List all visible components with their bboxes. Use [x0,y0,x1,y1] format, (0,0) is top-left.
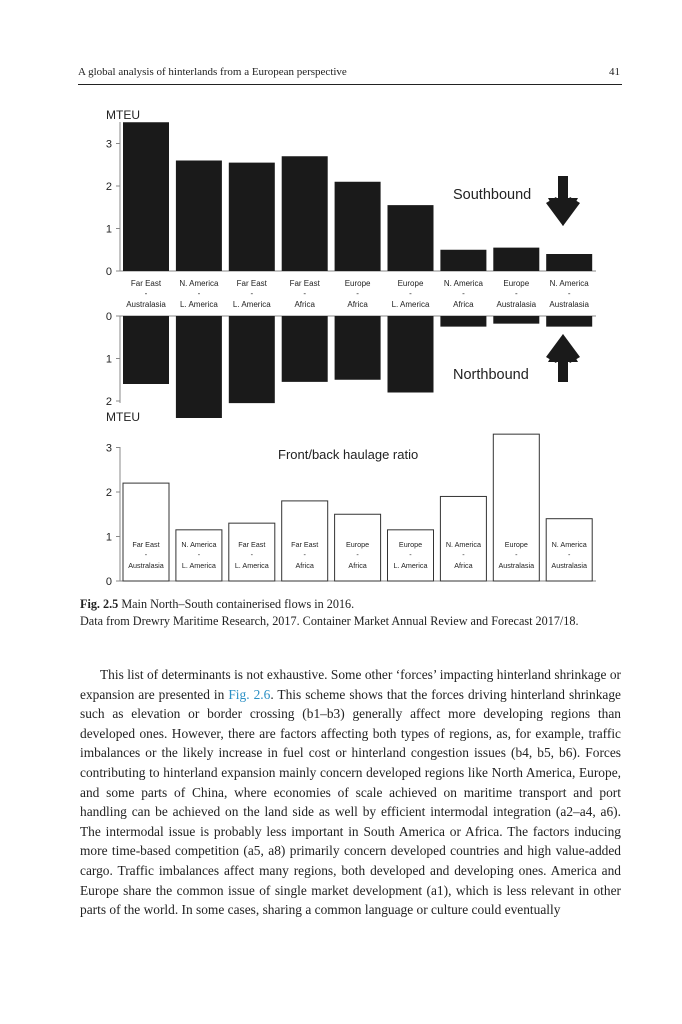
ratio-bar-label: - [567,550,571,559]
southbound-bar [388,205,434,271]
ratio-bar-label: - [303,550,306,559]
northbound-bar [229,316,275,403]
south-tick-label: 3 [105,138,112,151]
southbound-bar [493,248,539,271]
ratio-bar-label: Far East [291,540,319,549]
page-number: 41 [609,66,620,78]
ratio-tick-label: 1 [105,531,112,544]
category-label: L. America [232,300,271,309]
south-ylabel: MTEU [106,108,140,122]
northbound-bar [282,316,328,382]
category-label: N. America [443,279,483,288]
category-label: Australasia [496,300,537,309]
northbound-bar [546,316,592,327]
north-tick-label: 1 [105,353,112,366]
ratio-bar-label: Africa [295,561,314,570]
northbound-bar [493,316,539,324]
category-label: N. America [179,279,219,288]
ratio-bar-label: N. America [551,540,587,549]
north-ylabel: MTEU [106,410,140,424]
figure-2-6-link[interactable]: Fig. 2.6 [228,686,271,702]
caption-title: Main North–South containerised flows in 2016. [121,597,355,611]
ratio-bar-label: Europe [504,540,528,549]
category-label: - [303,289,307,298]
ratio-bar-label: L. America [393,561,428,570]
ratio-bar-label: Africa [348,561,367,570]
body-text-part-2: . This scheme shows that the forces driving hinterland shrinkage such as elevation or border crossing (b1–b3) generally affect more developing regions than developed ones. However, there are factors affecting both types of regions, as, for example, traffic imbalances or the likely increase in fuel cost or hinterland congestion issues (b4, b5, b6). Forces contributing to hinterland expansion mainly concern developed regions like North America, Europe, and some parts of China, where economies of scale achieved on maritime transport and port handling can be achieved on the land side as well by efficient intermodal integration (a2–a4, a6). The intermodal issue is probably less important in South America or Africa. The factors inducing more time-based competition (a5, a8) primarily concern developed countries and high value-added cargo. Traffic imbalances affect many regions, both developed and developing ones. America and Europe share the common issue of single market development (a1), which is less relevant in other parts of the world. In some cases, sharing a common language or culture could eventually [80,686,622,918]
category-label: Europe [397,279,424,288]
southbound-bar [440,250,486,271]
northbound-label: Northbound [453,367,529,383]
northbound-bar [176,316,222,418]
category-label: - [409,289,412,298]
ratio-tick-label: 2 [105,487,112,499]
category-label: L. America [391,300,430,309]
category-label: Australasia [549,300,589,309]
category-label: - [144,289,148,298]
category-label: Australasia [126,300,166,309]
ratio-bar-label: - [197,550,201,559]
running-title: A global analysis of hinterlands from a European perspective [78,66,347,78]
ratio-bar-label: - [409,550,412,559]
north-tick-label: 0 [105,311,112,323]
south-tick-label: 1 [105,223,112,236]
north-tick-label: 2 [105,396,112,408]
southbound-bar [123,122,169,271]
ratio-y-ticks [106,443,120,589]
southbound-label: Southbound [453,187,532,203]
ratio-bar-label: L. America [181,561,216,570]
ratio-bar-label: Australasia [128,561,164,570]
category-label: Africa [294,300,315,309]
category-label: - [567,289,571,298]
category-label: Europe [503,279,530,288]
ratio-bar-label: - [144,550,148,559]
arrow-down-icon [546,176,580,226]
ratio-tick-label: 0 [105,576,112,588]
south-y-ticks [106,139,120,279]
category-label: Far East [130,279,162,288]
category-label: - [356,289,359,298]
body-paragraph [80,665,621,920]
ratio-bar-label: Australasia [551,561,587,570]
ratio-bar-label: Australasia [498,561,535,570]
category-label: N. America [549,279,589,288]
caption-line [80,596,625,613]
category-label: - [514,289,518,298]
category-label: - [250,289,254,298]
ratio-bar-label: - [356,550,359,559]
category-label: Far East [236,279,267,288]
category-labels [126,279,589,309]
northbound-bar [123,316,169,384]
caption-label: Fig. 2.5 [80,597,119,611]
north-y-ticks [106,311,120,408]
ratio-bar-label: Europe [398,540,423,549]
ratio-bar-label: Africa [454,561,473,570]
northbound-bar [440,316,486,327]
category-label: - [462,289,465,298]
category-label: Africa [347,300,368,309]
arrow-up-icon [546,334,580,382]
ratio-bar-label: Europe [346,540,370,549]
body-text-part-1: This list of determinants is not exhaustive. Some other ‘forces’ impacting hinterland shrinkage or expansion are presented in [80,667,621,702]
ratio-bar-label: Far East [132,540,160,549]
south-tick-label: 0 [105,266,112,278]
caption-source: Data from Drewry Maritime Research, 2017. Container Market Annual Review and Forecast 2017/18. [80,614,579,628]
ratio-tick-label: 3 [105,442,112,455]
category-label: Africa [453,300,474,309]
ratio-bar-label: N. America [181,540,217,549]
southbound-bar [335,182,381,271]
figure-caption [80,596,625,630]
southbound-bar [282,156,328,271]
ratio-bar-label: - [462,550,465,559]
south-tick-label: 2 [105,181,112,193]
ratio-bar-label: Far East [238,540,266,549]
ratio-bar-label: L. America [234,561,269,570]
category-label: Europe [344,279,371,288]
ratio-bar-label: N. America [445,540,481,549]
northbound-bar [335,316,381,380]
southbound-bar [546,254,592,271]
category-label: L. America [180,300,218,309]
category-label: Far East [289,279,320,288]
ratio-bar-label: - [250,550,254,559]
category-label: - [197,289,201,298]
northbound-bar [388,316,434,393]
ratio-title: Front/back haulage ratio [278,447,419,462]
southbound-bar [176,161,222,272]
southbound-bar [229,163,275,271]
ratio-bar-label: - [515,550,518,559]
